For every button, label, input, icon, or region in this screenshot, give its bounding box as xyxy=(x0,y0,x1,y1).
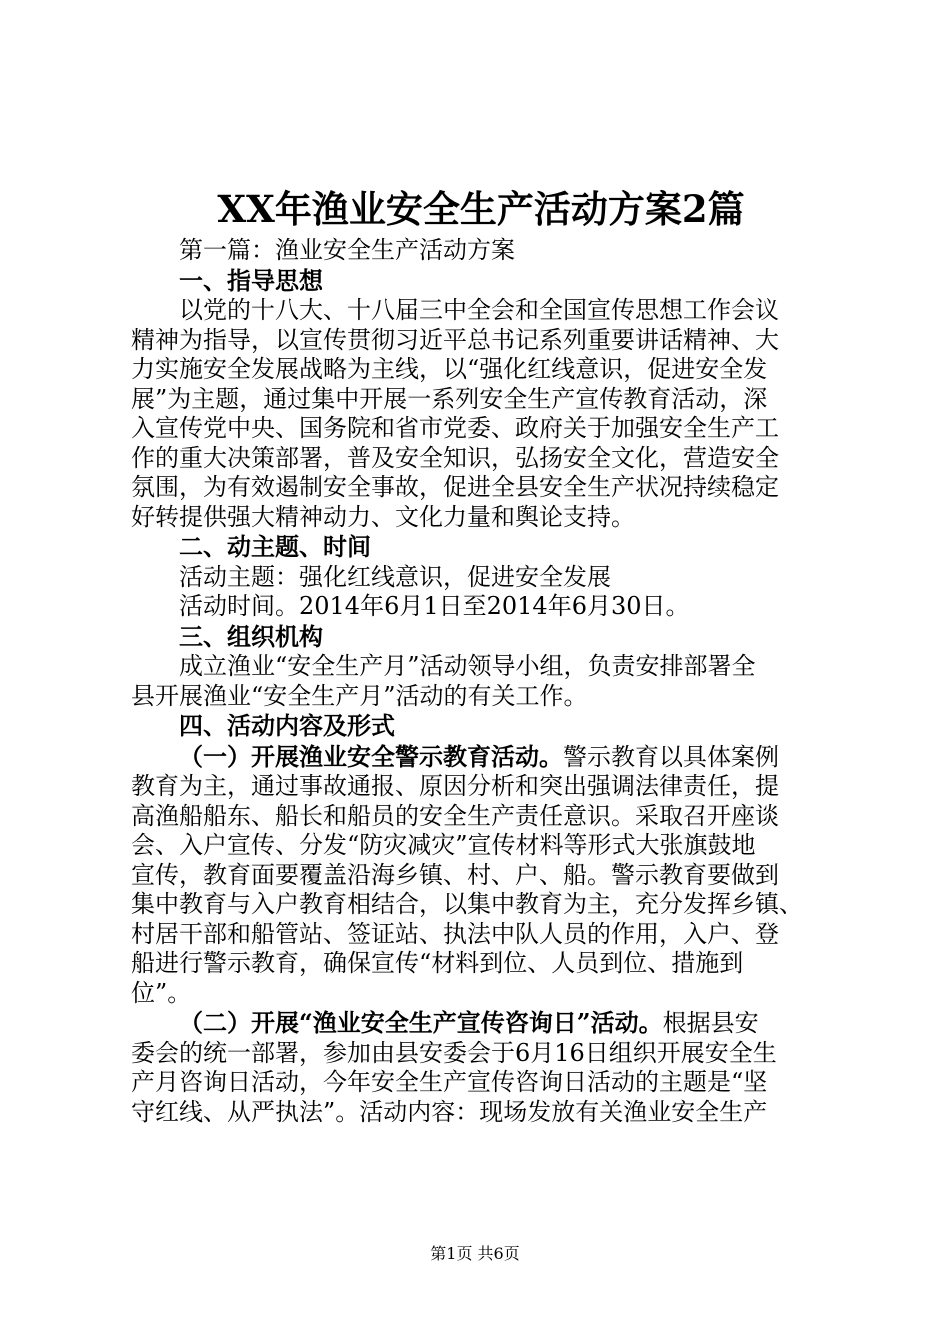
heading-text: 一、指导思想 xyxy=(179,265,323,295)
line-text: 产月咨询日活动，今年安全生产宣传咨询日活动的主题是“坚 xyxy=(131,1068,768,1096)
text-line xyxy=(131,979,831,1009)
line-text: 活动时间。2014年6月1日至2014年6月30日。 xyxy=(179,592,690,620)
text-line xyxy=(131,473,831,503)
line-text: 力实施安全发展战略为主线，以“强化红线意识，促进安全发 xyxy=(131,355,768,383)
line-text: 船进行警示教育，确保宣传“材料到位、人员到位、措施到 xyxy=(131,949,744,977)
document-lines xyxy=(131,236,831,1127)
line-text: 入宣传党中央、国务院和省市党委、政府关于加强安全生产工 xyxy=(131,414,779,442)
line-text: 活动主题：强化红线意识，促进安全发展 xyxy=(179,562,611,591)
line-text: 位”。 xyxy=(131,978,192,1007)
text-line xyxy=(131,1039,831,1069)
heading-text: 二、动主题、时间 xyxy=(179,532,371,561)
line-text: 村居干部和船管站、签证站、执法中队人员的作用，入户、登 xyxy=(131,919,779,948)
text-line xyxy=(131,622,831,653)
text-line xyxy=(131,236,831,266)
text-line xyxy=(131,503,831,533)
line-text: 氛围，为有效遏制安全事故，促进全县安全生产状况持续稳定 xyxy=(131,473,779,501)
text-line xyxy=(131,592,831,622)
text-line xyxy=(131,831,831,861)
heading-text: （一）开展渔业安全警示教育活动。 xyxy=(179,741,563,771)
text-line xyxy=(131,563,831,593)
line-text: 以党的十八大、十八届三中全会和全国宣传思想工作会议 xyxy=(179,296,779,324)
line-text: 高渔船船东、船长和船员的安全生产责任意识。采取召开座谈 xyxy=(131,801,779,830)
text-line xyxy=(131,890,831,920)
line-text: 会、入户宣传、分发“防灾减灾”宣传材料等形式大张旗鼓地 xyxy=(131,831,756,859)
line-text: 作的重大决策部署，普及安全知识，弘扬安全文化，营造安全 xyxy=(131,443,779,472)
text-line xyxy=(131,296,831,326)
text-line xyxy=(131,444,831,474)
text-line xyxy=(131,355,831,385)
line-text: 根据县安 xyxy=(662,1009,759,1037)
text-line xyxy=(131,414,831,444)
text-line xyxy=(131,772,831,802)
line-text: 第一篇：渔业安全生产活动方案 xyxy=(179,236,515,264)
text-line xyxy=(131,266,831,297)
line-text: 集中教育与入户教育相结合，以集中教育为主，充分发挥乡镇、 xyxy=(131,890,803,918)
line-text: 县开展渔业“安全生产月”活动的有关工作。 xyxy=(131,681,588,710)
line-text: 精神为指导，以宣传贯彻习近平总书记系列重要讲话精神、大 xyxy=(131,325,779,354)
document-body xyxy=(131,182,831,1127)
line-text: 宣传，教育面要覆盖沿海乡镇、村、户、船。警示教育要做到 xyxy=(131,860,779,889)
text-line xyxy=(131,949,831,979)
text-line xyxy=(131,326,831,356)
text-line xyxy=(131,652,831,682)
heading-text: 四、活动内容及形式 xyxy=(179,711,395,740)
heading-text: （二）开展“渔业安全生产宣传咨询日”活动。 xyxy=(179,1008,663,1037)
line-text: 教育为主，通过事故通报、原因分析和突出强调法律责任，提 xyxy=(131,772,779,800)
text-line xyxy=(131,920,831,950)
text-line xyxy=(131,682,831,712)
line-text: 好转提供强大精神动力、文化力量和舆论支持。 xyxy=(131,502,635,531)
line-text: 委会的统一部署，参加由县安委会于6月16日组织开展安全生 xyxy=(131,1038,777,1067)
line-text: 守红线、从严执法”。活动内容：现场发放有关渔业安全生产 xyxy=(131,1097,768,1126)
text-line xyxy=(131,861,831,891)
text-line xyxy=(131,532,831,563)
text-line xyxy=(131,711,831,742)
line-text: 警示教育以具体案例 xyxy=(563,742,779,771)
text-line xyxy=(131,802,831,832)
text-line xyxy=(131,1068,831,1098)
text-line xyxy=(131,1098,831,1128)
document-title: XX年渔业安全生产活动方案2篇 xyxy=(217,187,745,231)
page-number: 第1页 共6页 xyxy=(430,1244,520,1263)
line-text: 展”为主题，通过集中开展一系列安全生产宣传教育活动，深 xyxy=(131,384,768,413)
text-line xyxy=(131,742,831,773)
text-line xyxy=(131,385,831,415)
heading-text: 三、组织机构 xyxy=(179,621,323,651)
text-line xyxy=(131,1008,831,1039)
line-text: 成立渔业“安全生产月”活动领导小组，负责安排部署全 xyxy=(179,652,756,680)
